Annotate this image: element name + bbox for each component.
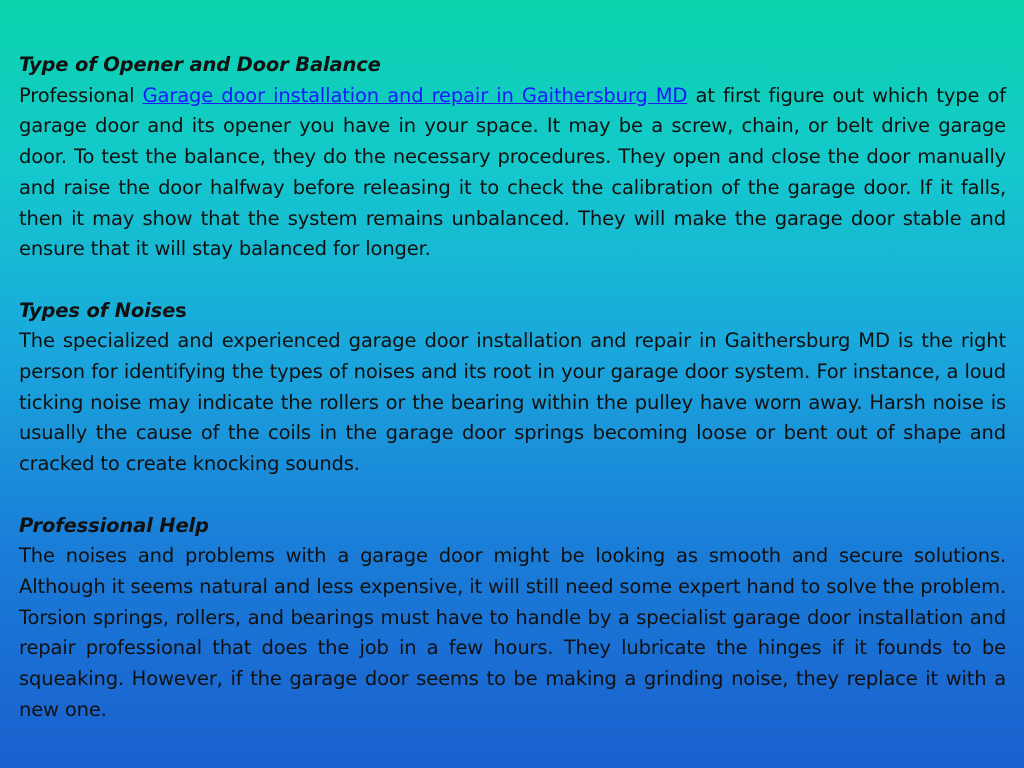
- body-text-start: Professional: [19, 83, 143, 107]
- slide-content: [19, 50, 1006, 756]
- section-heading-italic: Types of Noise: [19, 298, 176, 322]
- section-heading: Professional Help: [19, 513, 209, 537]
- section-body: The specialized and experienced garage door installation and repair in Gaithersburg MD is the right person for identifying the types of noises and its root in your garage door system. For instance, a loud ticking noise may indicate the rollers or the bearing within the pulley have worn away. Harsh noise is usually the cause of the coils in the garage door springs becoming loose or bent out of shape and cracked to create knocking sounds.: [19, 329, 1006, 476]
- section-types-of-noises: [19, 296, 1006, 480]
- body-text-rest: at first figure out which type of garage door and its opener you have in your space. It may be a screw, chain, or belt drive garage door. To test the balance, they do the necessary procedures. They open and close the door manually and raise the door halfway before releasing it to check the calibration of the garage door. If it falls, then it may show that the system remains unbalanced. They will make the garage door stable and ensure that it will stay balanced for longer.: [19, 83, 1006, 261]
- section-heading-plain: s: [175, 298, 187, 322]
- section-heading: Type of Opener and Door Balance: [19, 53, 381, 76]
- section-heading: [19, 296, 1006, 327]
- section-body: [19, 81, 1006, 265]
- section-opener-balance: [19, 50, 1006, 265]
- section-body: The noises and problems with a garage door might be looking as smooth and secure solutions. Although it seems natural and less expensive, it will still need some expert hand to solve the problem. Torsion springs, rollers, and bearings must have to handle by a specialist garage door installation and repair professional that does the job in a few hours. They lubricate the hinges if it founds to be squeaking. However, if the garage door seems to be making a grinding noise, they replace it with a new one.: [19, 544, 1006, 721]
- section-professional-help: [19, 511, 1006, 726]
- garage-door-link[interactable]: Garage door installation and repair in Gaithersburg MD: [142, 83, 688, 107]
